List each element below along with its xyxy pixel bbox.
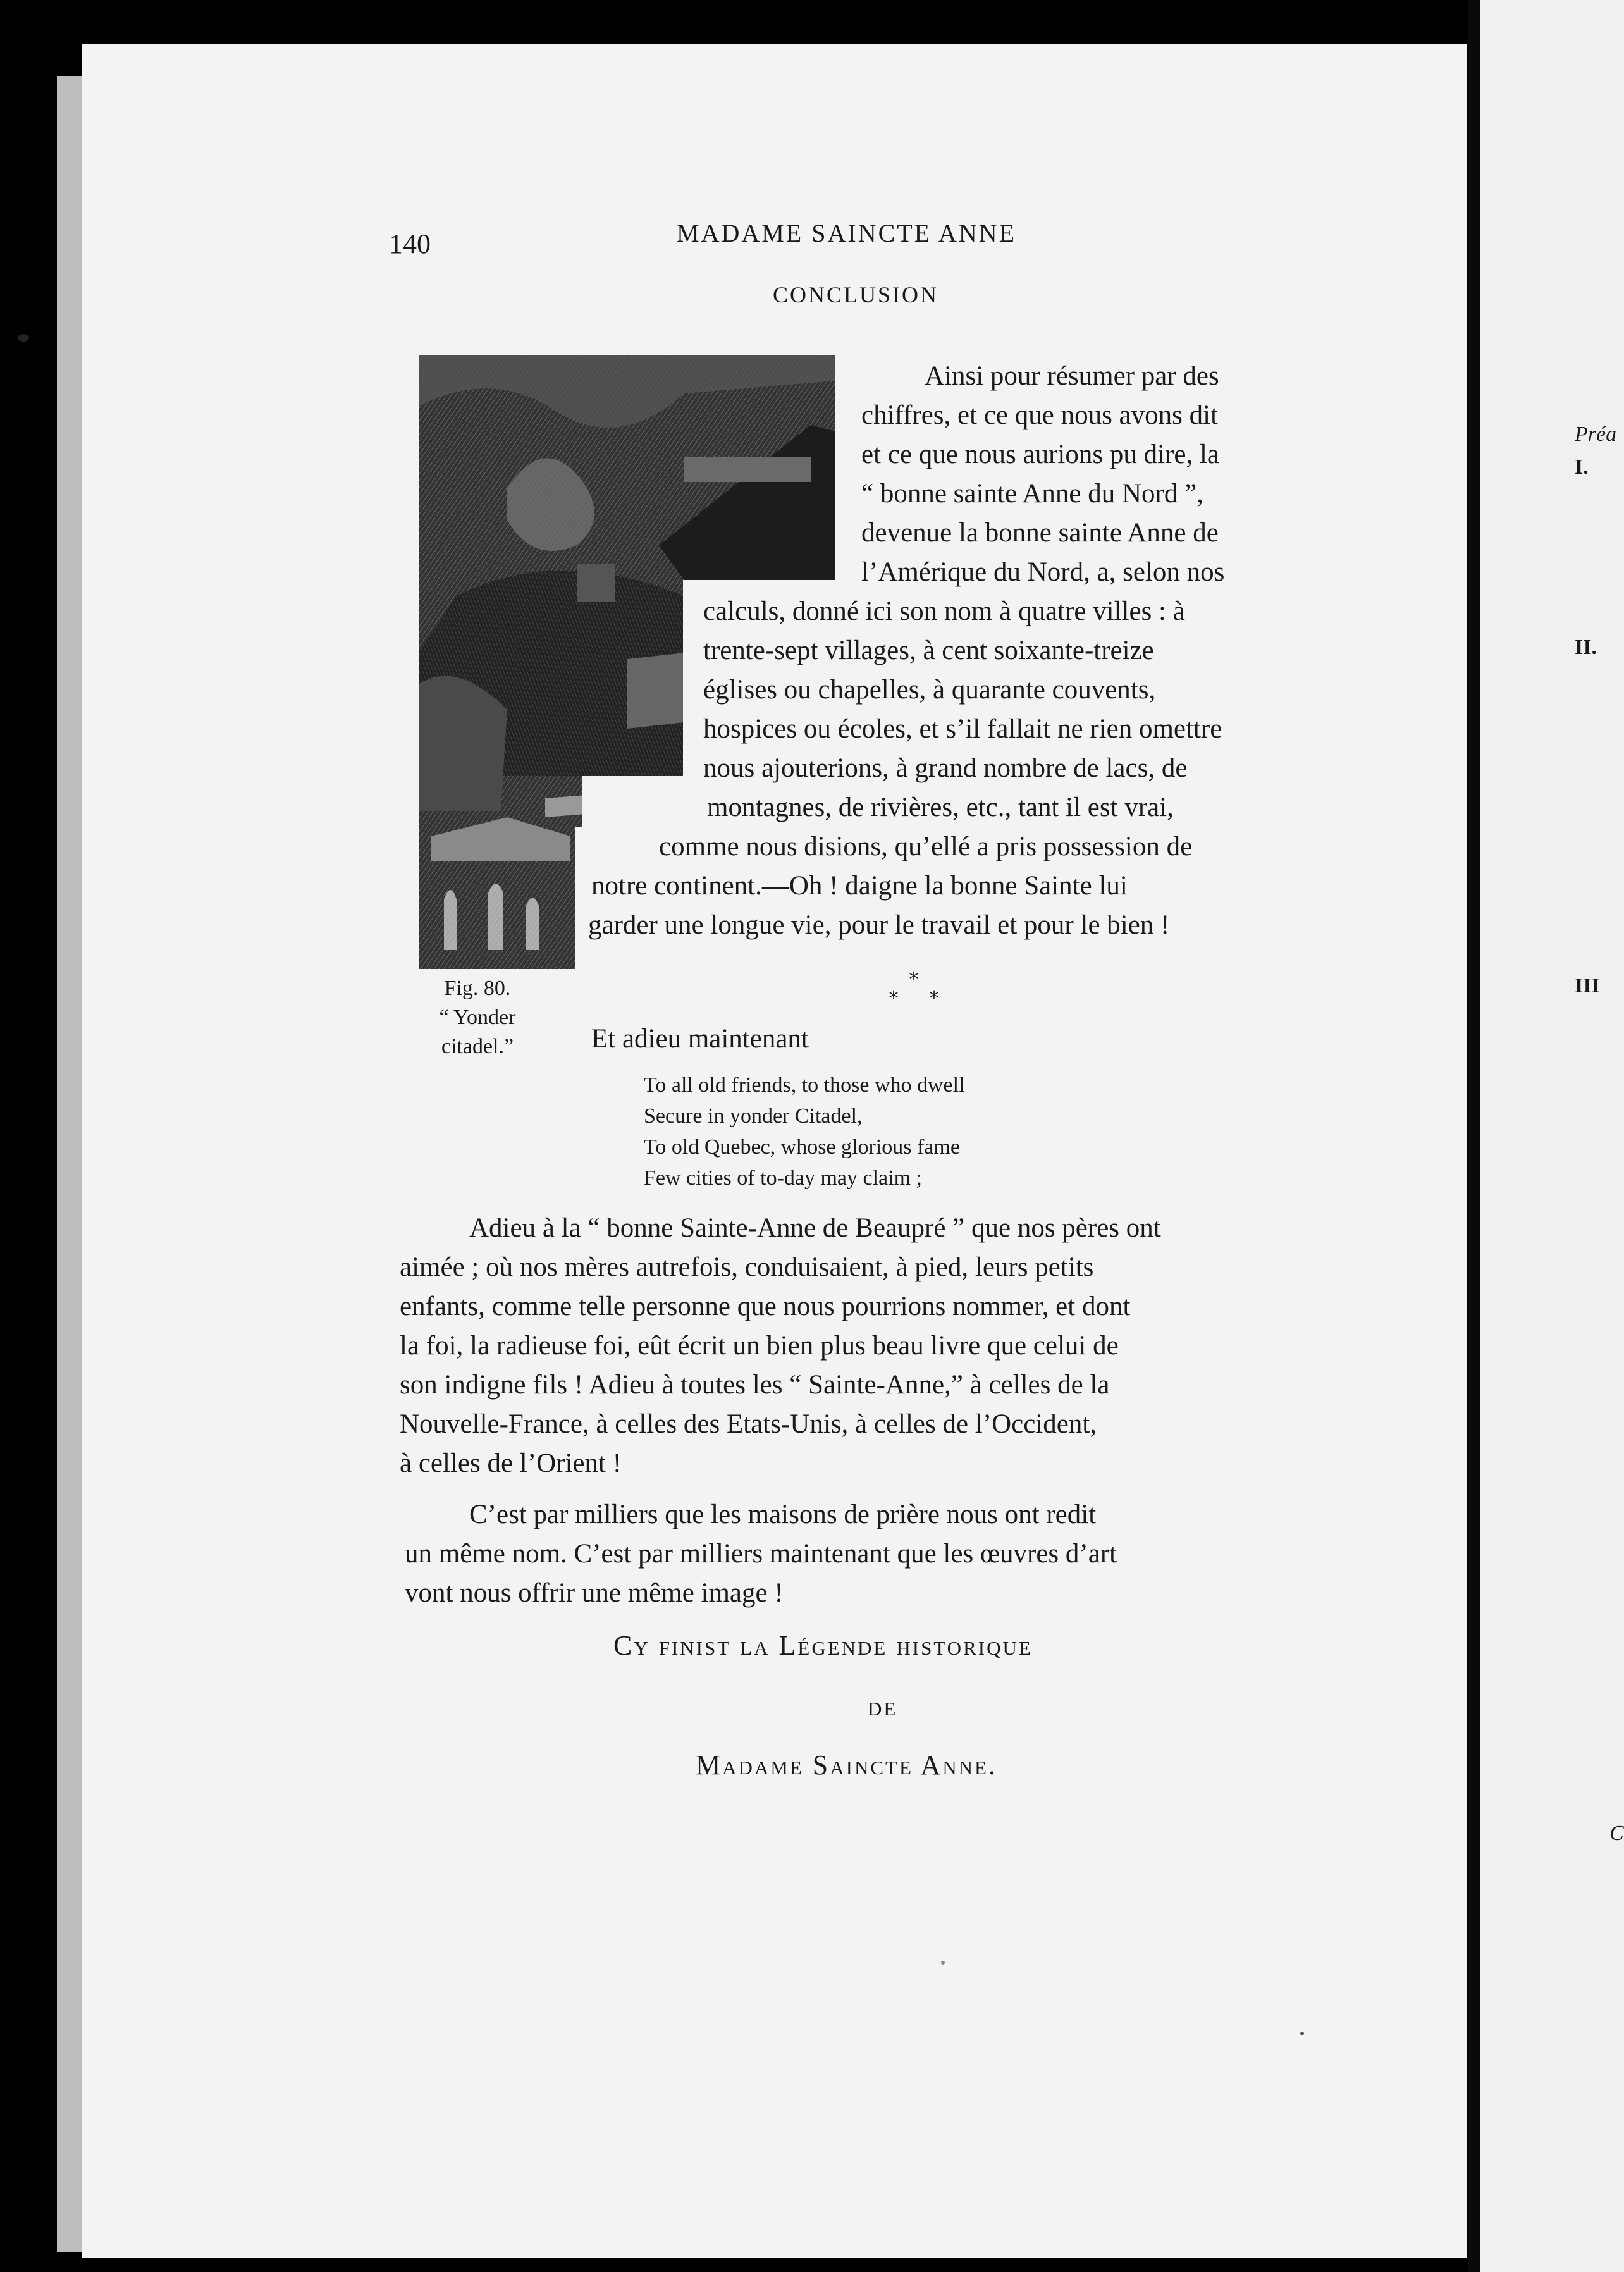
paragraph1-line: notre continent.—Oh ! daigne la bonne Sainte lui — [591, 871, 1128, 901]
colophon-line: Cy finist la Légende historique — [613, 1630, 1033, 1661]
caption-line: Fig. 80. — [444, 977, 511, 1000]
scan-speck — [1300, 2032, 1304, 2035]
paragraph3-line: un même nom. C’est par milliers maintenant que les œuvres d’art — [405, 1539, 1117, 1569]
page-number: 140 — [389, 228, 431, 259]
running-title: MADAME SAINCTE ANNE — [677, 219, 1016, 247]
caption-line: citadel.” — [441, 1035, 514, 1058]
scan-speck — [941, 1961, 945, 1965]
facing-page-letter: C — [1609, 1822, 1624, 1845]
paragraph1-line: calculs, donné ici son nom à quatre villes : à — [703, 596, 1185, 626]
colophon-line: de — [868, 1691, 898, 1722]
asterism-ornament — [876, 968, 952, 1012]
paragraph1-line: montagnes, de rivières, etc., tant il est vrai, — [707, 793, 1174, 822]
paragraph1-line: “ bonne sainte Anne du Nord ”, — [861, 479, 1203, 509]
section-title: CONCLUSION — [773, 282, 939, 307]
paragraph2-line: son indigne fils ! Adieu à toutes les “ Sainte-Anne,” à celles de la — [400, 1370, 1110, 1400]
svg-text:*: * — [889, 987, 899, 1009]
paragraph3-line: vont nous offrir une même image ! — [405, 1578, 784, 1608]
farewell-intro: Et adieu maintenant — [591, 1024, 809, 1054]
poem-line: Few cities of to-day may claim ; — [644, 1166, 922, 1190]
paragraph1-line: nous ajouterions, à grand nombre de lacs, de — [703, 753, 1188, 783]
figure-caption — [405, 974, 550, 1061]
paragraph1-line: et ce que nous aurions pu dire, la — [861, 440, 1219, 469]
poem-line: To old Quebec, whose glorious fame — [644, 1135, 960, 1159]
svg-text:*: * — [909, 968, 919, 991]
paragraph2-line: Adieu à la “ bonne Sainte-Anne de Beaupré ” que nos pères ont — [469, 1213, 1161, 1243]
colophon-line: Madame Saincte Anne. — [696, 1750, 997, 1781]
paragraph1-line: églises ou chapelles, à quarante couvents, — [703, 675, 1156, 705]
poem-line: To all old friends, to those who dwell — [644, 1073, 965, 1097]
book-gutter — [1468, 0, 1480, 2272]
facing-page-numeral-3: III — [1575, 974, 1600, 997]
paragraph1-line: devenue la bonne sainte Anne de — [861, 518, 1219, 548]
paragraph2-line: aimée ; où nos mères autrefois, conduisaient, à pied, leurs petits — [400, 1252, 1094, 1282]
paragraph3-line: C’est par milliers que les maisons de prière nous ont redit — [469, 1500, 1097, 1529]
paragraph2-line: à celles de l’Orient ! — [400, 1448, 622, 1478]
paragraph1-line: hospices ou écoles, et s’il fallait ne rien omettre — [703, 714, 1222, 744]
paragraph1-line: trente-sept villages, à cent soixante-treize — [703, 636, 1154, 665]
paragraph1-line: garder une longue vie, pour le travail et pour le bien ! — [588, 910, 1170, 940]
poem-line: Secure in yonder Citadel, — [644, 1104, 863, 1128]
paragraph2-line: Nouvelle-France, à celles des Etats-Unis, à celles de l’Occident, — [400, 1409, 1097, 1439]
paragraph2-line: enfants, comme telle personne que nous pourrions nommer, et dont — [400, 1292, 1131, 1321]
paragraph2-line: la foi, la radieuse foi, eût écrit un bien plus beau livre que celui de — [400, 1331, 1119, 1361]
paragraph1-line: comme nous disions, qu’ellé a pris possession de — [659, 832, 1193, 861]
facing-page-numeral-2: II. — [1575, 636, 1597, 659]
paragraph1-line: l’Amérique du Nord, a, selon nos — [861, 557, 1225, 587]
facing-page — [1480, 0, 1624, 2272]
facing-page-numeral-1: I. — [1575, 455, 1589, 479]
caption-line: “ Yonder — [439, 1006, 516, 1029]
paragraph1-line: chiffres, et ce que nous avons dit — [861, 400, 1219, 430]
paragraph1-line: Ainsi pour résumer par des — [925, 361, 1219, 391]
facing-page-preface: Préa — [1575, 423, 1617, 446]
svg-text:*: * — [929, 987, 939, 1009]
scan-speck — [18, 334, 29, 342]
